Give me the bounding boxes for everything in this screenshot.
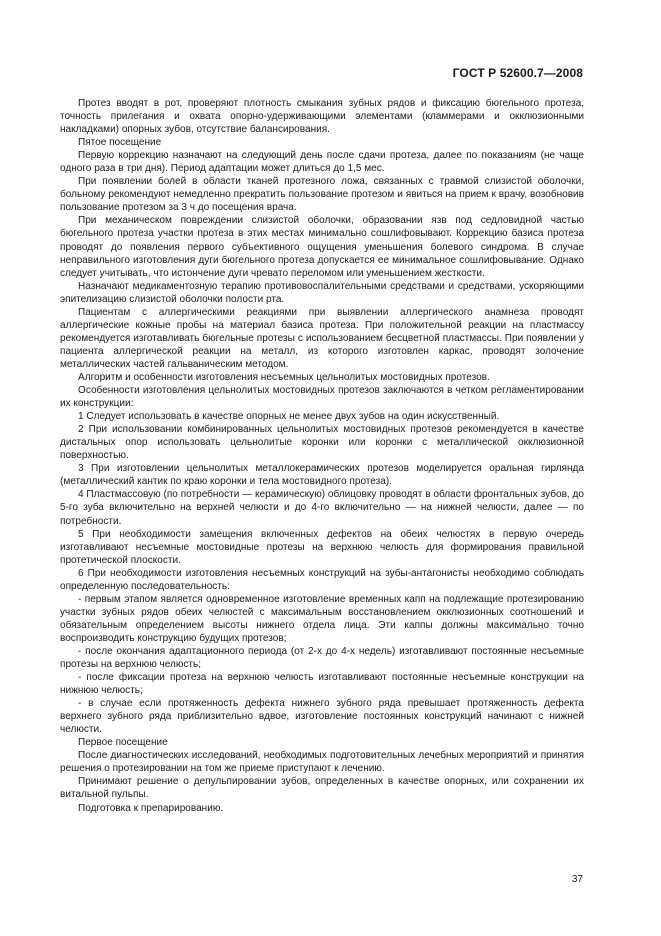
paragraph: Принимают решение о депульпировании зубов, определенных в качестве опорных, или сохранении их витальной пульпы. [60,776,584,801]
section-heading: Первое посещение [78,737,168,749]
paragraph: При появлении болей в области тканей протезного ложа, связанных с травмой слизистой оболочки, больному рекомендуют немедленно прекратить пользование протезом и явиться на прием к врачу, возобновив пользование протезом за 3 ч до посещения врача. [60,176,584,214]
body-text [60,97,584,815]
paragraph: Первую коррекцию назначают на следующий день после сдачи протеза, далее по показаниям (не чаще одного раза в три дня). Период адаптации может длиться до 1,5 мес. [60,150,584,175]
list-item: 1 Следует использовать в качестве опорных не менее двух зубов на один искусственный. [78,411,500,423]
list-item: 2 При использовании комбинированных цельнолитых мостовидных протезов рекомендуется в качестве дистальных опор использовать цельнолитые коронки или коронки с металлической окклюзионной поверхностью. [60,424,584,462]
paragraph: При механическом повреждении слизистой оболочки, образовании язв под седловидной частью бюгельного протеза участки протеза в этих местах минимально сошлифовывают. Коррекцию базиса протеза проводят до появления первого субъективного ощущения уменьшения болевого синдрома. В случае неправильного изготовления дуги бюгельного протеза допускается ее минимальное сошлифовывание. Однако следует учитывать, что истончение дуги чревато переломом или уменьшением жесткости. [60,215,584,279]
paragraph: После диагностических исследований, необходимых подготовительных лечебных мероприятий и принятия решения о протезировании на том же приеме приступают к лечению. [60,750,584,775]
list-item: 5 При необходимости замещения включенных дефектов на обеих челюстях в первую очередь изготавливают несъемные мостовидные протезы на верхнюю челюсть для формирования правильной протетической плоскости. [60,528,584,566]
list-item: 3 При изготовлении цельнолитых металлокерамических протезов моделируется оральная гирлянда (металлический кантик по краю коронки и тела мостовидного протеза). [60,463,584,488]
page-number: 37 [571,874,583,885]
paragraph: Подготовка к препарированию. [78,802,224,814]
paragraph: Особенности изготовления цельнолитых мостовидных протезов заключаются в четком регламентировании их конструкции: [60,385,584,410]
section-heading: Алгоритм и особенности изготовления несъемных цельнолитых мостовидных протезов. [78,371,490,383]
list-item: 4 Пластмассовую (по потребности — керамическую) облицовку проводят в области фронтальных зубов, до 5-го зуба включительно на верхней челюсти и до 4-го включительно — на нижней челюсти, далее — по потребности. [60,489,584,527]
document-header: ГОСТ Р 52600.7—2008 [452,66,583,80]
sub-list-item: - после окончания адаптационного периода (от 2-х до 4-х недель) изготавливают постоянные несъемные протезы на верхнюю челюсть; [60,645,584,671]
sub-list-item: - первым этапом является одновременное изготовление временных капп на подлежащие протезированию участки зубных рядов обеих челюстей с максимальным восстановлением окклюзионных соотношений и обязательным определением высоты нижнего отдела лица. Эти каппы должны максимально точно воспроизводить конструкцию будущих протезов; [60,593,584,644]
sub-list-item: - в случае если протяженность дефекта нижнего зубного ряда превышает протяженность дефекта верхнего зубного ряда приблизительно вдвое, изготовление постоянных конструкций начинают с нижней челюсти. [60,698,584,736]
paragraph: Назначают медикаментозную терапию противовоспалительными средствами и средствами, ускоряющими эпителизацию слизистой оболочки полости рта. [60,280,584,305]
sub-list-item: - после фиксации протеза на верхнюю челюсть изготавливают постоянные несъемные конструкции на нижнюю челюсть; [60,672,584,697]
list-item: 6 При необходимости изготовления несъемных конструкций на зубы-антагонисты необходимо соблюдать определенную последовательность: [60,567,584,592]
paragraph: Протез вводят в рот, проверяют плотность смыкания зубных рядов и фиксацию бюгельного протеза, точность прилегания и охвата опорно-удерживающими элементами (кламмерами и окклюзионными накладками) опорных зубов, отсутствие балансирования. [60,98,584,136]
section-heading: Пятое посещение [78,137,162,149]
paragraph: Пациентам с аллергическими реакциями при выявлении аллергического анамнеза проводят аллергические кожные пробы на материал базиса протеза. При положительной реакции на пластмассу рекомендуется изготавливать бюгельные протезы с использованием бесцветной пластмассы. При появлении у пациента аллергической реакции на металл, из которого изготовлен каркас, проводят золочение металлических частей гальваническим методом. [60,306,584,370]
